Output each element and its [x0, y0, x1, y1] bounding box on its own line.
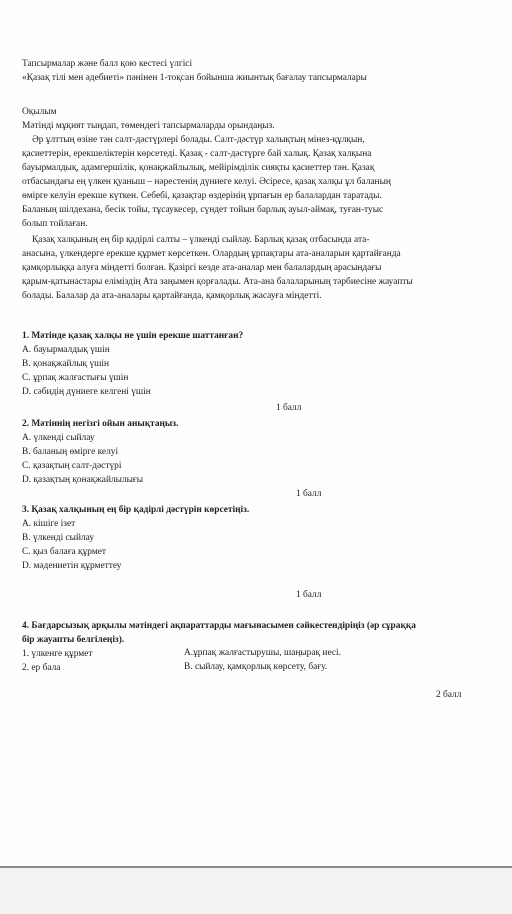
reading-instruction: Мәтінді мұқият тыңдап, төмендегі тапсырмаларды орындаңыз.: [22, 121, 275, 131]
question-1-option-d: D. сәбидің дүниеге келгені үшін: [22, 387, 151, 397]
question-3-text: 3. Қазақ халқының ең бір қадірлі дәстүрін көрсетіңіз.: [22, 505, 250, 515]
question-4-right-b: В. сыйлау, қамқорлық көрсету, бағу.: [184, 662, 328, 672]
paragraph2-line: қамқорлыққа алуға міндетті болған. Қазіргі кезде ата-аналар мен балалардың арасындағы: [22, 263, 382, 273]
question-1-score: 1 балл: [276, 403, 302, 413]
paragraph1-line: отбасындағы ең үлкен қуаныш – нәрестенің дүниеге келуі. Әсіресе, қазақ халқы ұл баланың: [22, 177, 391, 187]
paragraph2-line: қарым-қатынастары еліміздің Ата заңымен қорғалады. Ата-ана балаларының тәрбиесіне жауапты: [22, 277, 413, 287]
paragraph1-line: бауырмалдық, адамгершілік, қонақжайлылық, мейірімділік сияқты қасиеттер тән. Қазақ: [22, 163, 375, 173]
question-4-text-line-1: 4. Бағдарсызық арқылы мәтіндегі ақпараттарды мағынасымен сәйкестендіріңіз (әр сұраққа: [22, 621, 416, 631]
bottom-blank-area: [0, 868, 512, 914]
question-1-option-b: В. қонақжайлық үшін: [22, 359, 109, 369]
paragraph2-line: Қазақ халқының ең бір қадірлі салты – үлкенді сыйлау. Барлық қазақ отбасында ата-: [32, 235, 370, 245]
question-3-option-a: А. кішіге ізет: [22, 519, 76, 529]
question-4-text-line-2: бір жауапты белгілеңіз).: [22, 635, 125, 645]
question-3-option-d: D. мәдениетін құрметтеу: [22, 561, 122, 571]
paragraph1-line: Баланың шілдехана, бесік тойы, тұсаукесер, сүндет тойын барлық ауыл-аймақ, туған-туыс: [22, 205, 384, 215]
paragraph2-line: анасына, үлкендерге ерекше құрмет көрсеткен. Олардың ұрпақтары ата-аналарын қартайғанда: [22, 249, 401, 259]
header-line-2: «Қазақ тілі мен әдебиеті» пәнінен 1-тоқсан бойынша жиынтық бағалау тапсырмалары: [22, 73, 367, 83]
paragraph2-line: болады. Балалар да ата-аналары қартайғанда, қамқорлық жасауға міндетті.: [22, 291, 322, 301]
question-3-option-c: С. қыз балаға құрмет: [22, 547, 107, 557]
reading-title: Оқылым: [22, 107, 57, 117]
paragraph1-line: өмірге келуін ерекше күткен. Себебі, қазақтар өздерінің ұрпағын ер балалардан таратады.: [22, 191, 382, 201]
paragraph1-line: қасиеттерін, ерекшеліктерін көрсетеді. Қазақ - салт-дәстүрге бай халық. Қазақ халқына: [22, 149, 372, 159]
question-1-option-c: С. ұрпақ жалғастығы үшін: [22, 373, 129, 383]
paragraph1-line: болып тойлаған.: [22, 219, 88, 229]
paragraph1-line: Әр ұлттың өзіне тән салт-дәстүрлері болады. Салт-дәстүр халықтың мінез-құлқын,: [32, 135, 365, 145]
question-3-option-b: В. үлкенді сыйлау: [22, 533, 95, 543]
question-2-score: 1 балл: [296, 489, 322, 499]
question-2-option-c: С. қазақтың салт-дәстүрі: [22, 461, 122, 471]
question-4-left-2: 2. ер бала: [22, 663, 61, 673]
question-4-score: 2 балл: [436, 690, 462, 700]
question-2-option-a: А. үлкенді сыйлау: [22, 433, 95, 443]
header-line-1: Тапсырмалар және балл қою кестесі үлгісі: [22, 59, 193, 69]
question-3-score: 1 балл: [296, 590, 322, 600]
question-2-option-d: D. қазақтың қонақжайлылығы: [22, 475, 144, 485]
question-4-left-1: 1. үлкенге құрмет: [22, 649, 93, 659]
question-1-text: 1. Мәтінде қазақ халқы не үшін ерекше шаттанған?: [22, 331, 244, 341]
question-1-option-a: А. бауырмалдық үшін: [22, 345, 110, 355]
question-4-right-a: А.ұрпақ жалғастырушы, шаңырақ иесі.: [184, 648, 341, 658]
question-2-option-b: В. баланың өмірге келуі: [22, 447, 119, 457]
question-2-text: 2. Мәтіннің негізгі ойын анықтаңыз.: [22, 419, 179, 429]
